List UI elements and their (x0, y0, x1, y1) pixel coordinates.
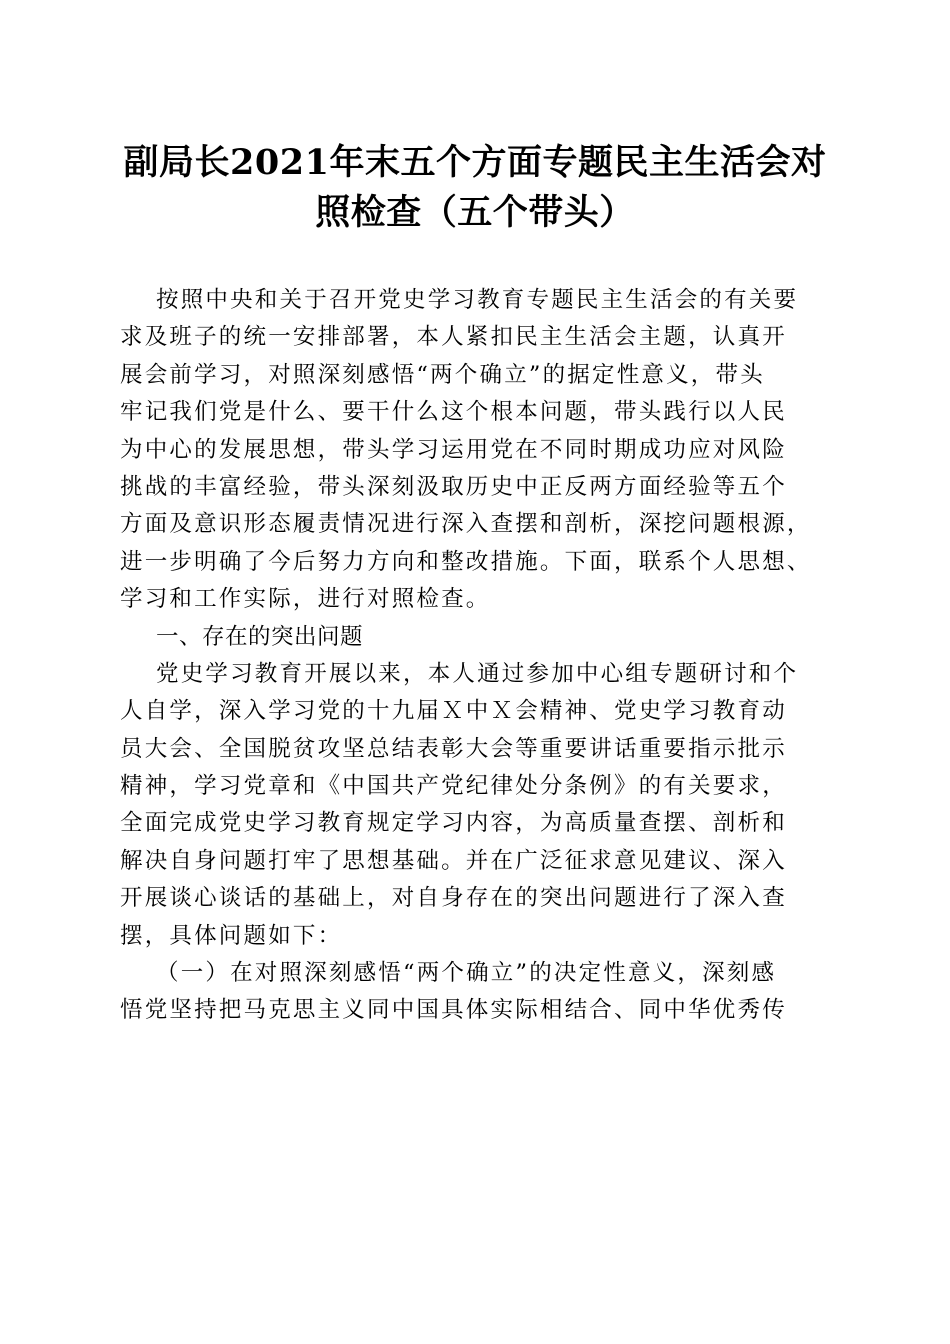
paragraph-item-one (120, 955, 832, 1030)
text-line: 摆，具体问题如下： (120, 922, 343, 949)
text-line: 牢记我们党是什么、要干什么这个根本问题，带头践行以人民 (120, 399, 787, 426)
text-line: 进一步明确了今后努力方向和整改措施。下面，联系个人思想、 (120, 548, 812, 575)
text-line: 悟党坚持把马克思主义同中国具体实际相结合、同中华优秀传 (120, 997, 787, 1024)
text-line: 挑战的丰富经验，带头深刻汲取历史中正反两方面经验等五个 (120, 473, 787, 500)
text-line: 员大会、全国脱贫攻坚总结表彰大会等重要讲话重要指示批示 (120, 735, 787, 762)
text-line: 人自学，深入学习党的十九届Ｘ中Ｘ会精神、党史学习教育动 (120, 698, 787, 725)
text-line: 展会前学习，对照深刻感悟“两个确立”的据定性意义，带头 (120, 361, 765, 388)
text-line: 全面完成党史学习教育规定学习内容，为高质量查摆、剖析和 (120, 810, 787, 837)
text-line: 求及班子的统一安排部署，本人紧扣民主生活会主题，认真开 (120, 324, 787, 351)
paragraph-problems (120, 656, 832, 955)
text-line: 解决自身问题打牢了思想基础。并在广泛征求意见建议、深入 (120, 847, 787, 874)
text-line: 学习和工作实际，进行对照检查。 (120, 586, 491, 613)
text-line: 方面及意识形态履责情况进行深入查摆和剖析，深挖问题根源， (120, 511, 812, 538)
document-title (80, 138, 870, 238)
text-line: （一）在对照深刻感悟“两个确立”的决定性意义，深刻感 (156, 960, 777, 987)
paragraph-intro (120, 282, 832, 619)
text-line: 为中心的发展思想，带头学习运用党在不同时期成功应对风险 (120, 436, 787, 463)
title-line: 副局长2021年末五个方面专题民主生活会对 (123, 142, 827, 183)
text-line: 开展谈心谈话的基础上，对自身存在的突出问题进行了深入查 (120, 885, 787, 912)
text-line: 精神，学习党章和《中国共产党纪律处分条例》的有关要求， (120, 773, 787, 800)
text-line: 按照中央和关于召开党史学习教育专题民主生活会的有关要 (156, 287, 799, 313)
document-body (120, 282, 832, 1030)
title-line: 照检查（五个带头） (315, 192, 635, 233)
section-heading: 一、存在的突出问题 (156, 623, 364, 650)
text-line: 党史学习教育开展以来，本人通过参加中心组专题研讨和个 (156, 660, 799, 687)
